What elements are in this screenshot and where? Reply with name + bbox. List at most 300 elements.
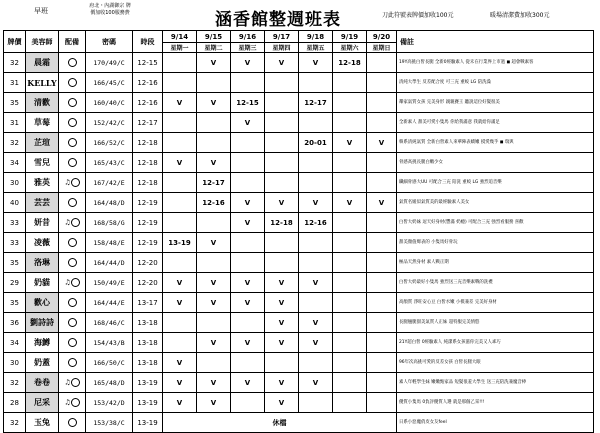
schedule-cell (367, 353, 397, 373)
schedule-cell (265, 93, 299, 113)
schedule-cell: V (163, 153, 197, 173)
music-note-icon: ♫ (64, 398, 71, 407)
page-header (0, 0, 600, 30)
weekday-header: 星期五 (299, 43, 333, 53)
table-row (4, 133, 594, 153)
cleaning-fee-note: 暖場清潔費加收300元 (490, 12, 550, 19)
circle-icon (68, 198, 77, 207)
plate-price: 31 (4, 113, 26, 133)
schedule-cell (367, 153, 397, 173)
schedule-cell (299, 173, 333, 193)
music-note-icon: ♫ (64, 218, 71, 227)
table-row (4, 393, 594, 413)
config-cell (59, 73, 86, 93)
plate-price: 36 (4, 313, 26, 333)
schedule-cell (367, 253, 397, 273)
schedule-cell: V (299, 273, 333, 293)
schedule-cell (299, 293, 333, 313)
plate-price: 32 (4, 413, 26, 433)
stylist-name: 海鱒 (26, 333, 59, 353)
remark-cell: 日系小惡魔俏皮女友feel (397, 413, 594, 433)
config-cell (59, 93, 86, 113)
shift-label: 早班 (34, 7, 48, 15)
table-row (4, 193, 594, 213)
plate-price: 30 (4, 353, 26, 373)
password-cell: 166/50/C (86, 353, 133, 373)
schedule-cell (197, 133, 231, 153)
circle-icon (68, 238, 77, 247)
schedule-cell (231, 313, 265, 333)
table-row (4, 93, 594, 113)
schedule-cell (367, 173, 397, 193)
schedule-cell (333, 373, 367, 393)
time-slot: 13-18 (133, 353, 163, 373)
col-config: 配備 (59, 31, 86, 53)
stylist-name: 草莓 (26, 113, 59, 133)
remark-cell: 19Y高挑白皙長腿 全新0經驗素人 從未在行業界上市過 ◼ 超會戰素客 (397, 53, 594, 73)
remark-cell: 白皙大奶妹 逗天好身材(豐滿 奶瘾) 可配合三充 強烈看服務 喜歡 (397, 213, 594, 233)
schedule-cell: V (265, 393, 299, 413)
schedule-table (3, 30, 594, 433)
plate-price: 32 (4, 53, 26, 73)
schedule-cell: V (265, 273, 299, 293)
config-cell (59, 413, 86, 433)
config-cell (59, 393, 86, 413)
plate-price: 33 (4, 213, 26, 233)
schedule-cell: V (197, 393, 231, 413)
date-header: 9/14 (163, 31, 197, 43)
time-slot: 12-15 (133, 53, 163, 73)
config-cell (59, 373, 86, 393)
schedule-cell (197, 313, 231, 333)
schedule-cell (163, 253, 197, 273)
schedule-cell (299, 73, 333, 93)
schedule-cell (197, 353, 231, 373)
schedule-cell: V (299, 373, 333, 393)
schedule-cell (163, 333, 197, 353)
circle-icon (68, 98, 77, 107)
schedule-cell (333, 273, 367, 293)
col-stylist: 美容師 (26, 31, 59, 53)
schedule-cell: V (265, 193, 299, 213)
schedule-cell (163, 193, 197, 213)
schedule-cell: V (299, 333, 333, 353)
remark-cell: 韓系清純氣質 全新白皙素人來華陣表嬌嫩 摸愛幾乎 ◼ 瑞與 (397, 133, 594, 153)
stylist-name: 芷瑄 (26, 133, 59, 153)
circle-icon (71, 398, 80, 407)
schedule-cell: V (231, 333, 265, 353)
schedule-cell: V (265, 373, 299, 393)
schedule-cell: V (265, 53, 299, 73)
config-cell (59, 233, 86, 253)
stylist-name: 玉兔 (26, 413, 59, 433)
schedule-cell (265, 353, 299, 373)
password-cell: 164/48/D (86, 193, 133, 213)
schedule-cell (367, 73, 397, 93)
plate-price: 35 (4, 93, 26, 113)
date-header: 9/20 (367, 31, 397, 43)
table-row (4, 413, 594, 433)
stylist-name: 洛琳 (26, 253, 59, 273)
config-cell (59, 173, 86, 193)
remark-cell: 骨感高挑長腿白嫩少女 (397, 153, 594, 173)
config-cell (59, 113, 86, 133)
password-cell: 166/52/C (86, 133, 133, 153)
schedule-cell (231, 173, 265, 193)
schedule-cell: V (197, 153, 231, 173)
circle-icon (68, 318, 77, 327)
table-row (4, 173, 594, 193)
schedule-cell (163, 173, 197, 193)
stylist-name: 雅英 (26, 173, 59, 193)
address-line: 府北・內湖御宗 牌 (89, 3, 131, 9)
schedule-cell: V (197, 233, 231, 253)
config-cell (59, 333, 86, 353)
schedule-cell (333, 333, 367, 353)
schedule-cell (163, 313, 197, 333)
schedule-cell (231, 233, 265, 253)
time-slot: 12-18 (133, 133, 163, 153)
schedule-cell (333, 73, 367, 93)
plate-price: 31 (4, 73, 26, 93)
schedule-cell (265, 133, 299, 153)
password-cell: 168/58/G (86, 213, 133, 233)
schedule-cell (265, 73, 299, 93)
plate-price: 40 (4, 193, 26, 213)
password-cell: 152/42/C (86, 113, 133, 133)
schedule-cell (333, 353, 367, 373)
schedule-cell (333, 393, 367, 413)
schedule-cell: V (299, 193, 333, 213)
schedule-cell: V (231, 273, 265, 293)
remark-cell: 素人年輕學生妹 嫩嫩甄家品 短髮很羞大學生 送三充陪洗兼魔音棒 (397, 373, 594, 393)
circle-icon (71, 378, 80, 387)
time-slot: 13-19 (133, 373, 163, 393)
password-cell: 167/42/E (86, 173, 133, 193)
config-cell (59, 313, 86, 333)
circle-icon (68, 298, 77, 307)
schedule-cell (163, 73, 197, 93)
table-row (4, 113, 594, 133)
date-header: 9/17 (265, 31, 299, 43)
remark-cell: 清純大學生 反差配合度 可三充 重蛟 LG 陪洗澡 (397, 73, 594, 93)
schedule-cell (333, 253, 367, 273)
stylist-name: 歡心 (26, 293, 59, 313)
schedule-cell: V (299, 53, 333, 73)
config-cell (59, 153, 86, 173)
schedule-cell (231, 133, 265, 153)
schedule-cell (299, 393, 333, 413)
table-row (4, 353, 594, 373)
config-cell (59, 273, 86, 293)
weekday-header: 星期二 (197, 43, 231, 53)
password-cell: 150/49/E (86, 273, 133, 293)
time-slot: 12-16 (133, 73, 163, 93)
time-slot: 13-19 (133, 413, 163, 433)
schedule-cell (197, 113, 231, 133)
weekday-header: 星期日 (367, 43, 397, 53)
stylist-name: 奶蓋 (26, 353, 59, 373)
stylist-name: 尼采 (26, 393, 59, 413)
schedule-cell (299, 153, 333, 173)
schedule-cell (333, 293, 367, 313)
rest-cell: 休檔 (163, 413, 397, 433)
stylist-name: 凌薇 (26, 233, 59, 253)
table-row (4, 373, 594, 393)
schedule-cell: 12-17 (299, 93, 333, 113)
time-slot: 12-20 (133, 253, 163, 273)
stylist-name: 劉詩詩 (26, 313, 59, 333)
circle-icon (71, 278, 80, 287)
circle-icon (68, 358, 77, 367)
schedule-cell: V (265, 293, 299, 313)
time-slot: 13-18 (133, 333, 163, 353)
password-cell: 153/38/C (86, 413, 133, 433)
stylist-name: 奶貓 (26, 273, 59, 293)
schedule-cell (333, 153, 367, 173)
time-slot: 13-18 (133, 313, 163, 333)
schedule-rows (4, 53, 594, 433)
table-row (4, 53, 594, 73)
plate-price: 33 (4, 233, 26, 253)
stylist-name: 芸芸 (26, 193, 59, 213)
schedule-cell (265, 233, 299, 253)
schedule-cell (333, 313, 367, 333)
circle-icon (68, 118, 77, 127)
schedule-cell (163, 133, 197, 153)
schedule-cell (367, 233, 397, 253)
schedule-cell (299, 113, 333, 133)
password-cell: 153/42/D (86, 393, 133, 413)
schedule-cell: 20-01 (299, 133, 333, 153)
remark-cell: 高顏質 淨旺安心豆 白皙水嫩 小模兼差 完美好身材 (397, 293, 594, 313)
password-cell: 164/44/D (86, 253, 133, 273)
schedule-cell: 12-16 (197, 193, 231, 213)
plate-price: 34 (4, 333, 26, 353)
schedule-cell (197, 73, 231, 93)
schedule-cell (367, 213, 397, 233)
schedule-cell (163, 213, 197, 233)
schedule-cell: V (367, 133, 397, 153)
time-slot: 12-19 (133, 213, 163, 233)
schedule-cell (333, 233, 367, 253)
schedule-cell: 12-18 (333, 53, 367, 73)
date-header: 9/15 (197, 31, 231, 43)
schedule-cell: V (197, 93, 231, 113)
schedule-cell: V (197, 333, 231, 353)
remark-cell: 鄰家氣質女孩 完美身形 親親賽王 聽說這位好髮很美 (397, 93, 594, 113)
schedule-cell (265, 113, 299, 133)
col-remarks: 備註 (397, 31, 594, 53)
schedule-cell (367, 113, 397, 133)
schedule-cell: V (367, 193, 397, 213)
schedule-cell (367, 293, 397, 313)
stylist-name: 妍昔 (26, 213, 59, 233)
plate-price: 28 (4, 393, 26, 413)
plate-price: 34 (4, 153, 26, 173)
time-slot: 12-19 (133, 193, 163, 213)
password-cell: 166/45/C (86, 73, 133, 93)
schedule-cell: V (197, 273, 231, 293)
circle-icon (68, 138, 77, 147)
password-cell: 160/40/C (86, 93, 133, 113)
remark-cell: 甜美顏值爆表的 小隻馬好骨玩 (397, 233, 594, 253)
password-cell: 170/49/C (86, 53, 133, 73)
stylist-name: 雪兒 (26, 153, 59, 173)
date-header: 9/16 (231, 31, 265, 43)
config-cell (59, 133, 86, 153)
table-row (4, 73, 594, 93)
schedule-cell: V (197, 293, 231, 313)
music-note-icon: ♫ (64, 178, 71, 187)
schedule-cell (367, 333, 397, 353)
remark-cell: 纖細骨感大UU 可配合三充 陪洗 重蛟 LG 強烈追音樂 (397, 173, 594, 193)
schedule-cell (299, 353, 333, 373)
table-row (4, 233, 594, 253)
circle-icon (68, 78, 77, 87)
circle-icon (68, 338, 77, 347)
plate-price: 32 (4, 373, 26, 393)
schedule-cell (367, 93, 397, 113)
col-plate: 牌價 (4, 31, 26, 53)
schedule-cell: V (299, 313, 333, 333)
surcharge-note: 刀此符號表牌價加收100元 (382, 12, 454, 19)
schedule-cell (231, 393, 265, 413)
schedule-cell: V (231, 293, 265, 313)
remark-cell: 優質小隻馬 0負評優質人選 就是那個乙采!!! (397, 393, 594, 413)
schedule-cell (367, 393, 397, 413)
remark-cell: 氣質名媛似氣質美的最經驗素人美女 (397, 193, 594, 213)
schedule-cell: V (163, 353, 197, 373)
schedule-cell (163, 53, 197, 73)
schedule-cell: 13-19 (163, 233, 197, 253)
time-slot: 12-17 (133, 113, 163, 133)
circle-icon (68, 58, 77, 67)
config-cell (59, 213, 86, 233)
config-cell (59, 193, 86, 213)
schedule-cell (197, 213, 231, 233)
schedule-cell (367, 373, 397, 393)
table-row (4, 253, 594, 273)
schedule-cell: V (163, 273, 197, 293)
schedule-cell: V (163, 393, 197, 413)
col-password: 密碼 (86, 31, 133, 53)
col-time: 時段 (133, 31, 163, 53)
time-slot: 12-16 (133, 93, 163, 113)
remark-cell: 白皙大奶最好小隻馬 強烈送三充音樂素戰的洗禮 (397, 273, 594, 293)
table-row (4, 153, 594, 173)
password-cell: 165/48/D (86, 373, 133, 393)
stylist-name: KELLY (26, 73, 59, 93)
schedule-cell: V (231, 373, 265, 393)
plate-price: 29 (4, 273, 26, 293)
table-row (4, 273, 594, 293)
schedule-cell (265, 173, 299, 193)
remark-cell: 極品天然身材 素人戰正期 (397, 253, 594, 273)
schedule-cell (367, 313, 397, 333)
page-title: 涵香館整週班表 (215, 10, 341, 30)
schedule-cell (265, 253, 299, 273)
schedule-cell: V (231, 213, 265, 233)
password-cell: 158/48/E (86, 233, 133, 253)
schedule-cell (333, 173, 367, 193)
schedule-cell: V (197, 373, 231, 393)
time-slot: 12-20 (133, 273, 163, 293)
config-cell (59, 253, 86, 273)
circle-icon (68, 158, 77, 167)
schedule-cell: V (197, 53, 231, 73)
schedule-cell: V (333, 193, 367, 213)
schedule-cell (163, 113, 197, 133)
schedule-cell (265, 153, 299, 173)
weekday-header: 星期三 (231, 43, 265, 53)
stylist-name: 卷卷 (26, 373, 59, 393)
date-header: 9/18 (299, 31, 333, 43)
circle-icon (68, 418, 77, 427)
schedule-cell (299, 233, 333, 253)
date-header: 9/19 (333, 31, 367, 43)
plate-price: 35 (4, 253, 26, 273)
stylist-name: 清歡 (26, 93, 59, 113)
config-cell (59, 53, 86, 73)
schedule-cell: V (265, 333, 299, 353)
schedule-cell (333, 113, 367, 133)
config-cell (59, 353, 86, 373)
schedule-cell (231, 353, 265, 373)
password-cell: 154/43/B (86, 333, 133, 353)
schedule-cell: 12-17 (197, 173, 231, 193)
time-slot: 12-18 (133, 153, 163, 173)
schedule-cell (231, 153, 265, 173)
weekday-header: 星期四 (265, 43, 299, 53)
schedule-cell: 12-16 (299, 213, 333, 233)
schedule-cell: V (231, 193, 265, 213)
schedule-cell: V (333, 133, 367, 153)
schedule-cell (231, 73, 265, 93)
schedule-cell: V (231, 53, 265, 73)
time-slot: 12-18 (133, 173, 163, 193)
time-slot: 12-19 (133, 233, 163, 253)
music-note-icon: ♫ (64, 378, 71, 387)
circle-icon (71, 218, 80, 227)
schedule-cell: 12-18 (265, 213, 299, 233)
schedule-cell: 12-15 (231, 93, 265, 113)
remark-cell: 長腿翹腿甜美氣質人正妹 超特服完美情慾 (397, 313, 594, 333)
schedule-cell: V (163, 373, 197, 393)
weekday-header: 星期六 (333, 43, 367, 53)
schedule-cell: V (163, 293, 197, 313)
schedule-cell: V (163, 93, 197, 113)
plate-price: 32 (4, 133, 26, 153)
schedule-cell (333, 93, 367, 113)
circle-icon (68, 258, 77, 267)
schedule-cell (333, 213, 367, 233)
weekday-header: 星期一 (163, 43, 197, 53)
table-row (4, 293, 594, 313)
schedule-cell (299, 253, 333, 273)
config-cell (59, 293, 86, 313)
time-slot: 13-19 (133, 393, 163, 413)
plate-price: 30 (4, 173, 26, 193)
remark-cell: 96年次高挑可愛的反差女孩 白皙長腿大眼 (397, 353, 594, 373)
remark-cell: 21Y超白皙 0經驗素人 純潔系女孩滋你完美又人乖巧 (397, 333, 594, 353)
schedule-cell (367, 53, 397, 73)
schedule-cell (197, 253, 231, 273)
schedule-cell: V (265, 313, 299, 333)
table-row (4, 313, 594, 333)
password-cell: 168/46/C (86, 313, 133, 333)
address-block (70, 3, 150, 17)
